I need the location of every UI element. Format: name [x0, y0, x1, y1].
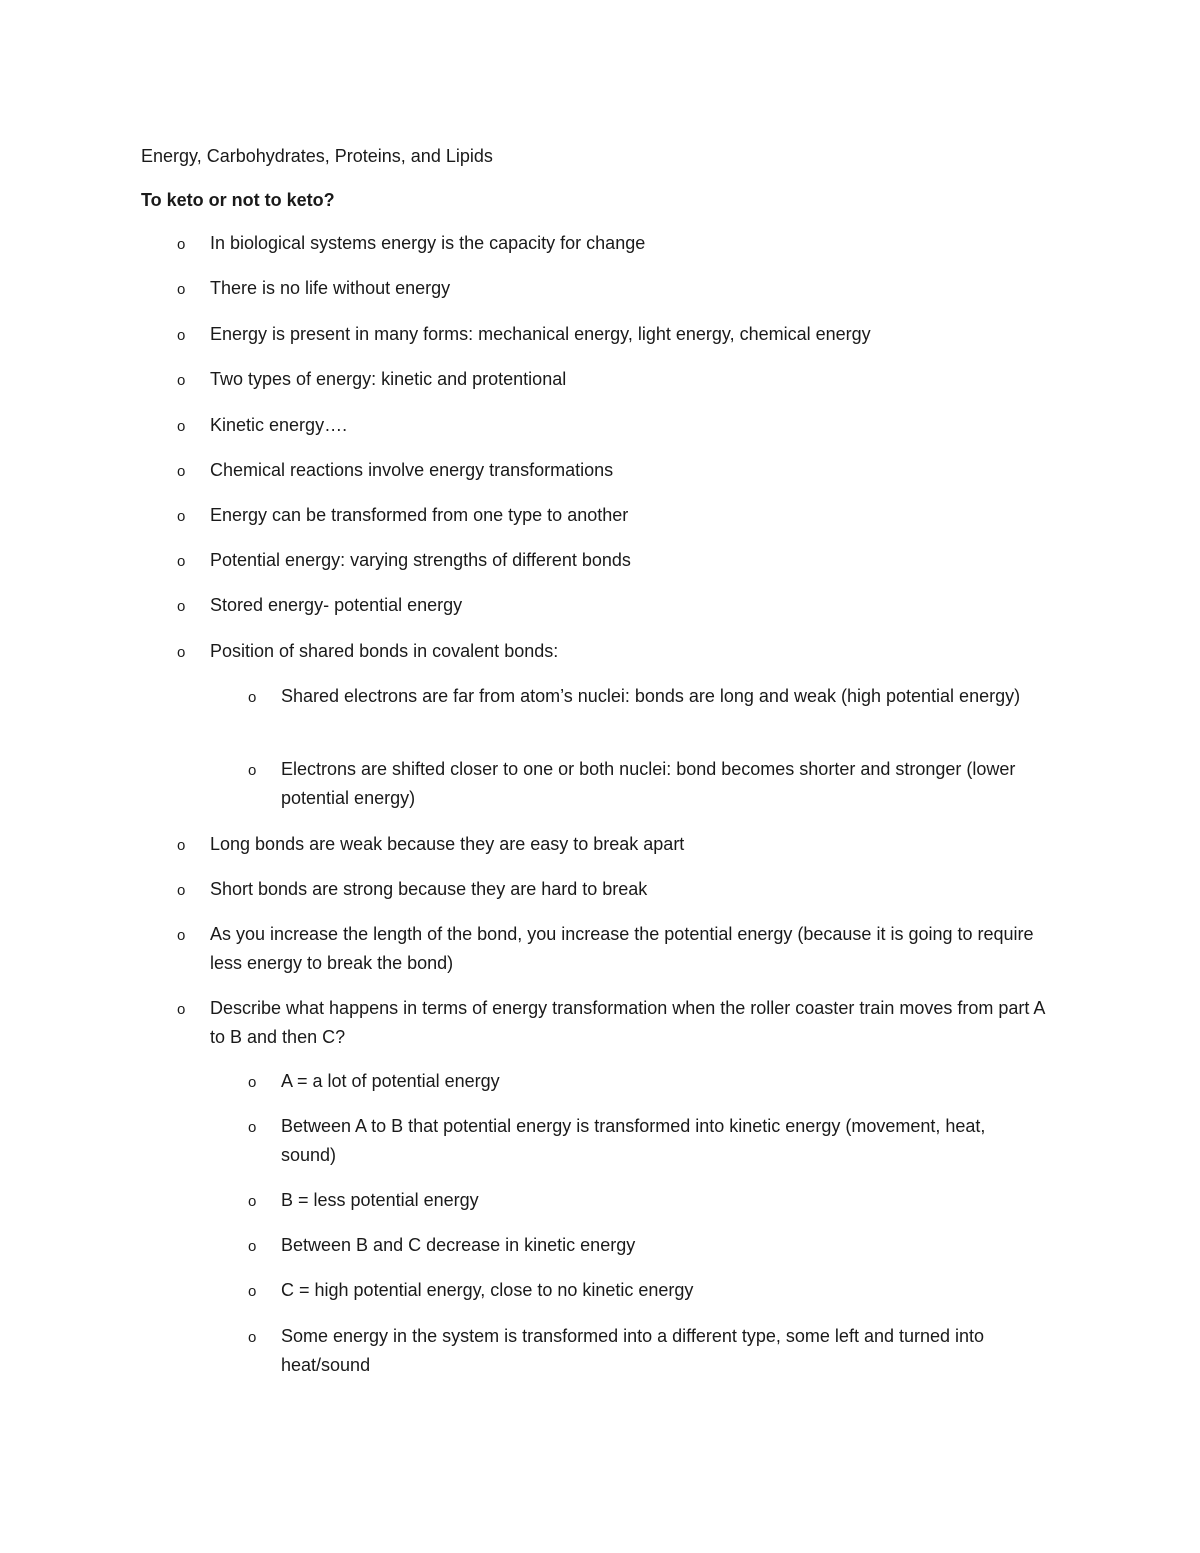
bullet-marker: o	[177, 927, 186, 944]
list-item-text: Some energy in the system is transformed into a different type, some left and turned into heat/sound	[281, 1326, 985, 1375]
list-item-text: Kinetic energy….	[210, 415, 348, 435]
bullet-marker: o	[177, 372, 186, 389]
list-item-text: Shared electrons are far from atom’s nuclei: bonds are long and weak (high potential energy)	[281, 686, 1021, 706]
bullet-marker: o	[177, 644, 186, 661]
document-title: Energy, Carbohydrates, Proteins, and Lipids	[141, 146, 493, 166]
list-item-text: Between B and C decrease in kinetic energy	[281, 1235, 636, 1255]
list-item-text: Between A to B that potential energy is transformed into kinetic energy (movement, heat, sound)	[281, 1116, 986, 1165]
list-item-text: Energy can be transformed from one type to another	[210, 505, 629, 525]
list-item-text: Short bonds are strong because they are hard to break	[210, 879, 648, 899]
list-item-text: B = less potential energy	[281, 1190, 479, 1210]
list-item-text: Position of shared bonds in covalent bonds:	[210, 641, 559, 661]
bullet-marker: o	[248, 689, 257, 706]
list-item-text: Energy is present in many forms: mechanical energy, light energy, chemical energy	[210, 324, 871, 344]
bullet-marker: o	[177, 837, 186, 854]
bullet-marker: o	[177, 508, 186, 525]
list-item-text: Potential energy: varying strengths of different bonds	[210, 550, 631, 570]
bullet-marker: o	[248, 1074, 257, 1091]
bullet-marker: o	[248, 1119, 257, 1136]
list-item-text: A = a lot of potential energy	[281, 1071, 500, 1091]
list-item-text: As you increase the length of the bond, you increase the potential energy (because it is going to require less energy to break the bond)	[210, 924, 1034, 973]
bullet-marker: o	[248, 1238, 257, 1255]
bullet-marker: o	[248, 1283, 257, 1300]
bullet-marker: o	[177, 1001, 186, 1018]
bullet-marker: o	[177, 418, 186, 435]
list-item-text: Stored energy- potential energy	[210, 595, 463, 615]
bullet-marker: o	[248, 762, 257, 779]
list-item-text: C = high potential energy, close to no kinetic energy	[281, 1280, 694, 1300]
list-item-text: Long bonds are weak because they are easy to break apart	[210, 834, 685, 854]
list-item-text: Two types of energy: kinetic and protentional	[210, 369, 567, 389]
document-subtitle: To keto or not to keto?	[141, 190, 335, 210]
bullet-marker: o	[177, 598, 186, 615]
bullet-marker: o	[248, 1193, 257, 1210]
list-item-text: Describe what happens in terms of energy transformation when the roller coaster train moves from part A to B and then C?	[210, 998, 1045, 1047]
bullet-marker: o	[177, 281, 186, 298]
bullet-marker: o	[177, 553, 186, 570]
bullet-marker: o	[177, 327, 186, 344]
list-item-text: Chemical reactions involve energy transformations	[210, 460, 614, 480]
list-item-text: There is no life without energy	[210, 278, 451, 298]
bullet-marker: o	[177, 463, 186, 480]
bullet-marker: o	[177, 882, 186, 899]
list-item-text: In biological systems energy is the capacity for change	[210, 233, 646, 253]
list-item-text: Electrons are shifted closer to one or both nuclei: bond becomes shorter and stronger (lower potential energy)	[281, 759, 1016, 808]
bullet-marker: o	[177, 236, 186, 253]
bullet-marker: o	[248, 1329, 257, 1346]
